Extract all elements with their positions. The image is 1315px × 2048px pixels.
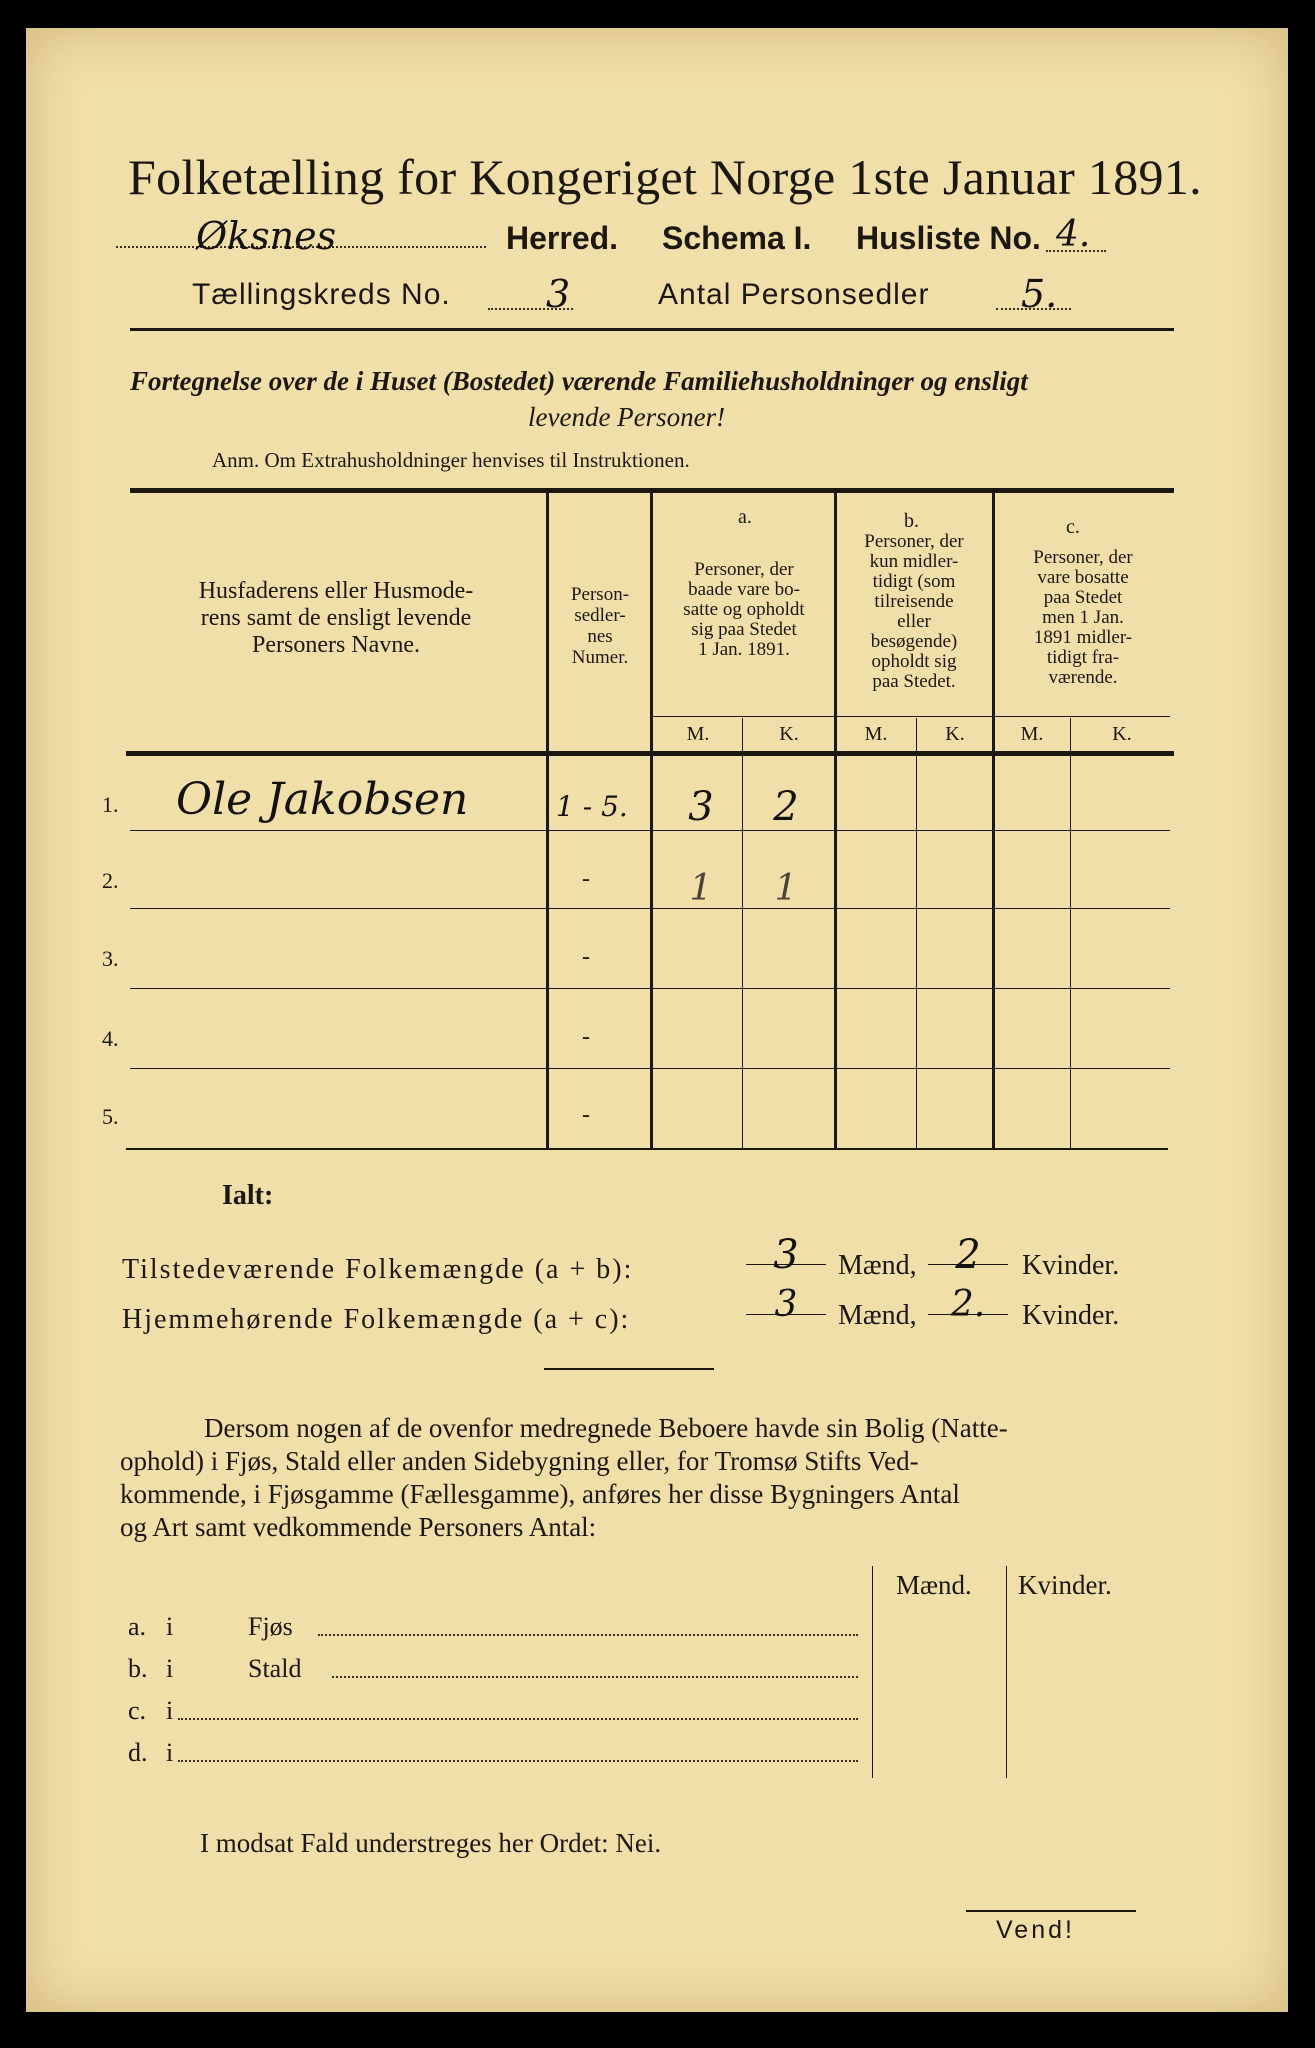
ialt-label: Ialt: [222, 1180, 274, 1211]
numer-header: Person- sedler- nes Numer. [570, 584, 630, 668]
table-row-1-num: 1. [102, 792, 119, 817]
table-row-5-num: 5. [102, 1104, 119, 1129]
buildings-para: Dersom nogen af de ovenfor medregnede Beboere havde sin Bolig (Natte- ophold) i Fjøs, Stald eller anden Sidebygning eller, for Tromsø Stifts Ved- kommende, i Fjøsgamme (Fællesgamme), anføres her disse Bygningers Antal og Art samt vedkommende Personers Antal: [120, 1413, 1008, 1542]
buildings-maend-header: Mænd. [896, 1570, 972, 1600]
table-row-1-numer: 1 - 5. [556, 790, 628, 823]
c-k-label: K. [1112, 723, 1132, 745]
col-line-1 [546, 493, 549, 1148]
mk-line-c [1070, 718, 1071, 1148]
intro-line-2: levende Personer! [528, 402, 726, 432]
husliste-value: 4. [1056, 214, 1091, 255]
building-row-b-label: Stald [248, 1654, 302, 1683]
hjemme-m-value: 3 [774, 1284, 798, 1325]
anm-note: Anm. Om Extrahusholdninger henvises til Instruktionen. [212, 448, 690, 472]
building-row-a-prep: i [166, 1612, 174, 1641]
table-row-1-name: Ole Jakobsen [176, 774, 469, 825]
tilstede-kvinder: Kvinder. [1022, 1250, 1120, 1281]
b-k-label: K. [945, 723, 965, 745]
tilstede-k-value: 2 [955, 1232, 981, 1278]
col-b-header: Personer, der kun midler- tidigt (som tilreisende eller besøgende) opholdt sig paa Stedet. [864, 531, 964, 692]
building-row-b-prep: i [166, 1654, 174, 1683]
buildings-col-line-1 [872, 1566, 873, 1778]
building-row-c-letter: c. [128, 1696, 147, 1725]
table-row-2-a-m: 1 [689, 868, 713, 909]
building-row-a-label: Fjøs [248, 1612, 293, 1641]
antal-label: Antal Personsedler [658, 278, 930, 311]
a-k-label: K. [779, 723, 799, 745]
census-form-page [26, 28, 1288, 2012]
vend-rule [966, 1910, 1136, 1912]
row-line-4 [130, 1068, 1170, 1069]
building-row-d-letter: d. [128, 1738, 148, 1767]
footer-note: I modsat Fald understreges her Ordet: Nei. [200, 1828, 662, 1858]
herred-label: Herred. [506, 220, 619, 256]
c-m-label: M. [1020, 723, 1044, 745]
vend-label: Vend! [996, 1916, 1075, 1944]
table-row-4-numer: - [582, 1024, 590, 1050]
col-a-header: Personer, der baade vare bo- satte og opholdt sig paa Stedet 1 Jan. 1891. [683, 559, 805, 660]
hjemme-kvinder: Kvinder. [1022, 1300, 1120, 1331]
mk-line-b [916, 718, 917, 1148]
names-header: Husfaderens eller Husmode- rens samt de ensligt levende Personers Navne. [198, 578, 474, 658]
building-row-a-dots [318, 1634, 858, 1636]
header-rule [130, 328, 1174, 331]
row-line-1 [130, 830, 1170, 831]
husliste-label: Husliste No. [856, 220, 1041, 256]
building-row-a-letter: a. [128, 1612, 147, 1641]
mk-line-a [742, 718, 743, 1148]
hjemme-label: Hjemmehørende Folkemængde (a + c): [122, 1304, 631, 1335]
building-row-c-dots [178, 1718, 858, 1720]
col-c-header: Personer, der vare bosatte paa Stedet men 1 Jan. 1891 midler- tidigt fra- værende. [1033, 547, 1133, 688]
section-divider [544, 1368, 714, 1370]
table-row-2-numer: - [582, 866, 590, 892]
table-row-2-a-k: 1 [774, 868, 798, 909]
mk-rule [650, 716, 1170, 717]
antal-value: 5. [1021, 272, 1058, 316]
table-row-5-numer: - [582, 1102, 590, 1128]
row-line-3 [130, 988, 1170, 989]
building-row-d-prep: i [166, 1738, 174, 1767]
herred-value: Øksnes [196, 214, 337, 258]
col-line-2 [650, 493, 653, 1148]
table-row-1-a-k: 2 [773, 784, 799, 830]
table-row-1-a-m: 3 [688, 784, 714, 830]
building-row-b-letter: b. [128, 1654, 148, 1683]
buildings-kvinder-header: Kvinder. [1018, 1570, 1112, 1600]
table-row-3-num: 3. [102, 946, 119, 971]
building-row-c-prep: i [166, 1696, 174, 1725]
col-c-letter: c. [1066, 516, 1080, 538]
intro-line-1: Fortegnelse over de i Huset (Bostedet) værende Familiehusholdninger og ensligt [130, 366, 1028, 396]
table-row-2-num: 2. [102, 868, 119, 893]
tilstede-label: Tilstedeværende Folkemængde (a + b): [122, 1254, 634, 1285]
row-line-2 [130, 908, 1170, 909]
form-title: Folketælling for Kongeriget Norge 1ste Januar 1891. [128, 149, 1202, 205]
hjemme-maend: Mænd, [838, 1300, 917, 1331]
a-m-label: M. [686, 723, 710, 745]
col-b-letter: b. [904, 510, 919, 532]
kreds-value: 3 [546, 272, 571, 316]
schema-label: Schema I. [662, 220, 812, 256]
col-a-letter: a. [738, 506, 752, 528]
buildings-col-line-2 [1006, 1566, 1007, 1778]
building-row-b-dots [332, 1676, 858, 1678]
table-row-3-numer: - [582, 944, 590, 970]
building-row-d-dots [178, 1760, 858, 1762]
kreds-label: Tællingskreds No. [192, 278, 451, 311]
table-row-4-num: 4. [102, 1026, 119, 1051]
tilstede-maend: Mænd, [838, 1250, 917, 1281]
hjemme-k-value: 2. [950, 1284, 986, 1325]
table-bottom-rule [126, 1148, 1168, 1150]
tilstede-m-value: 3 [773, 1232, 799, 1278]
b-m-label: M. [864, 723, 888, 745]
